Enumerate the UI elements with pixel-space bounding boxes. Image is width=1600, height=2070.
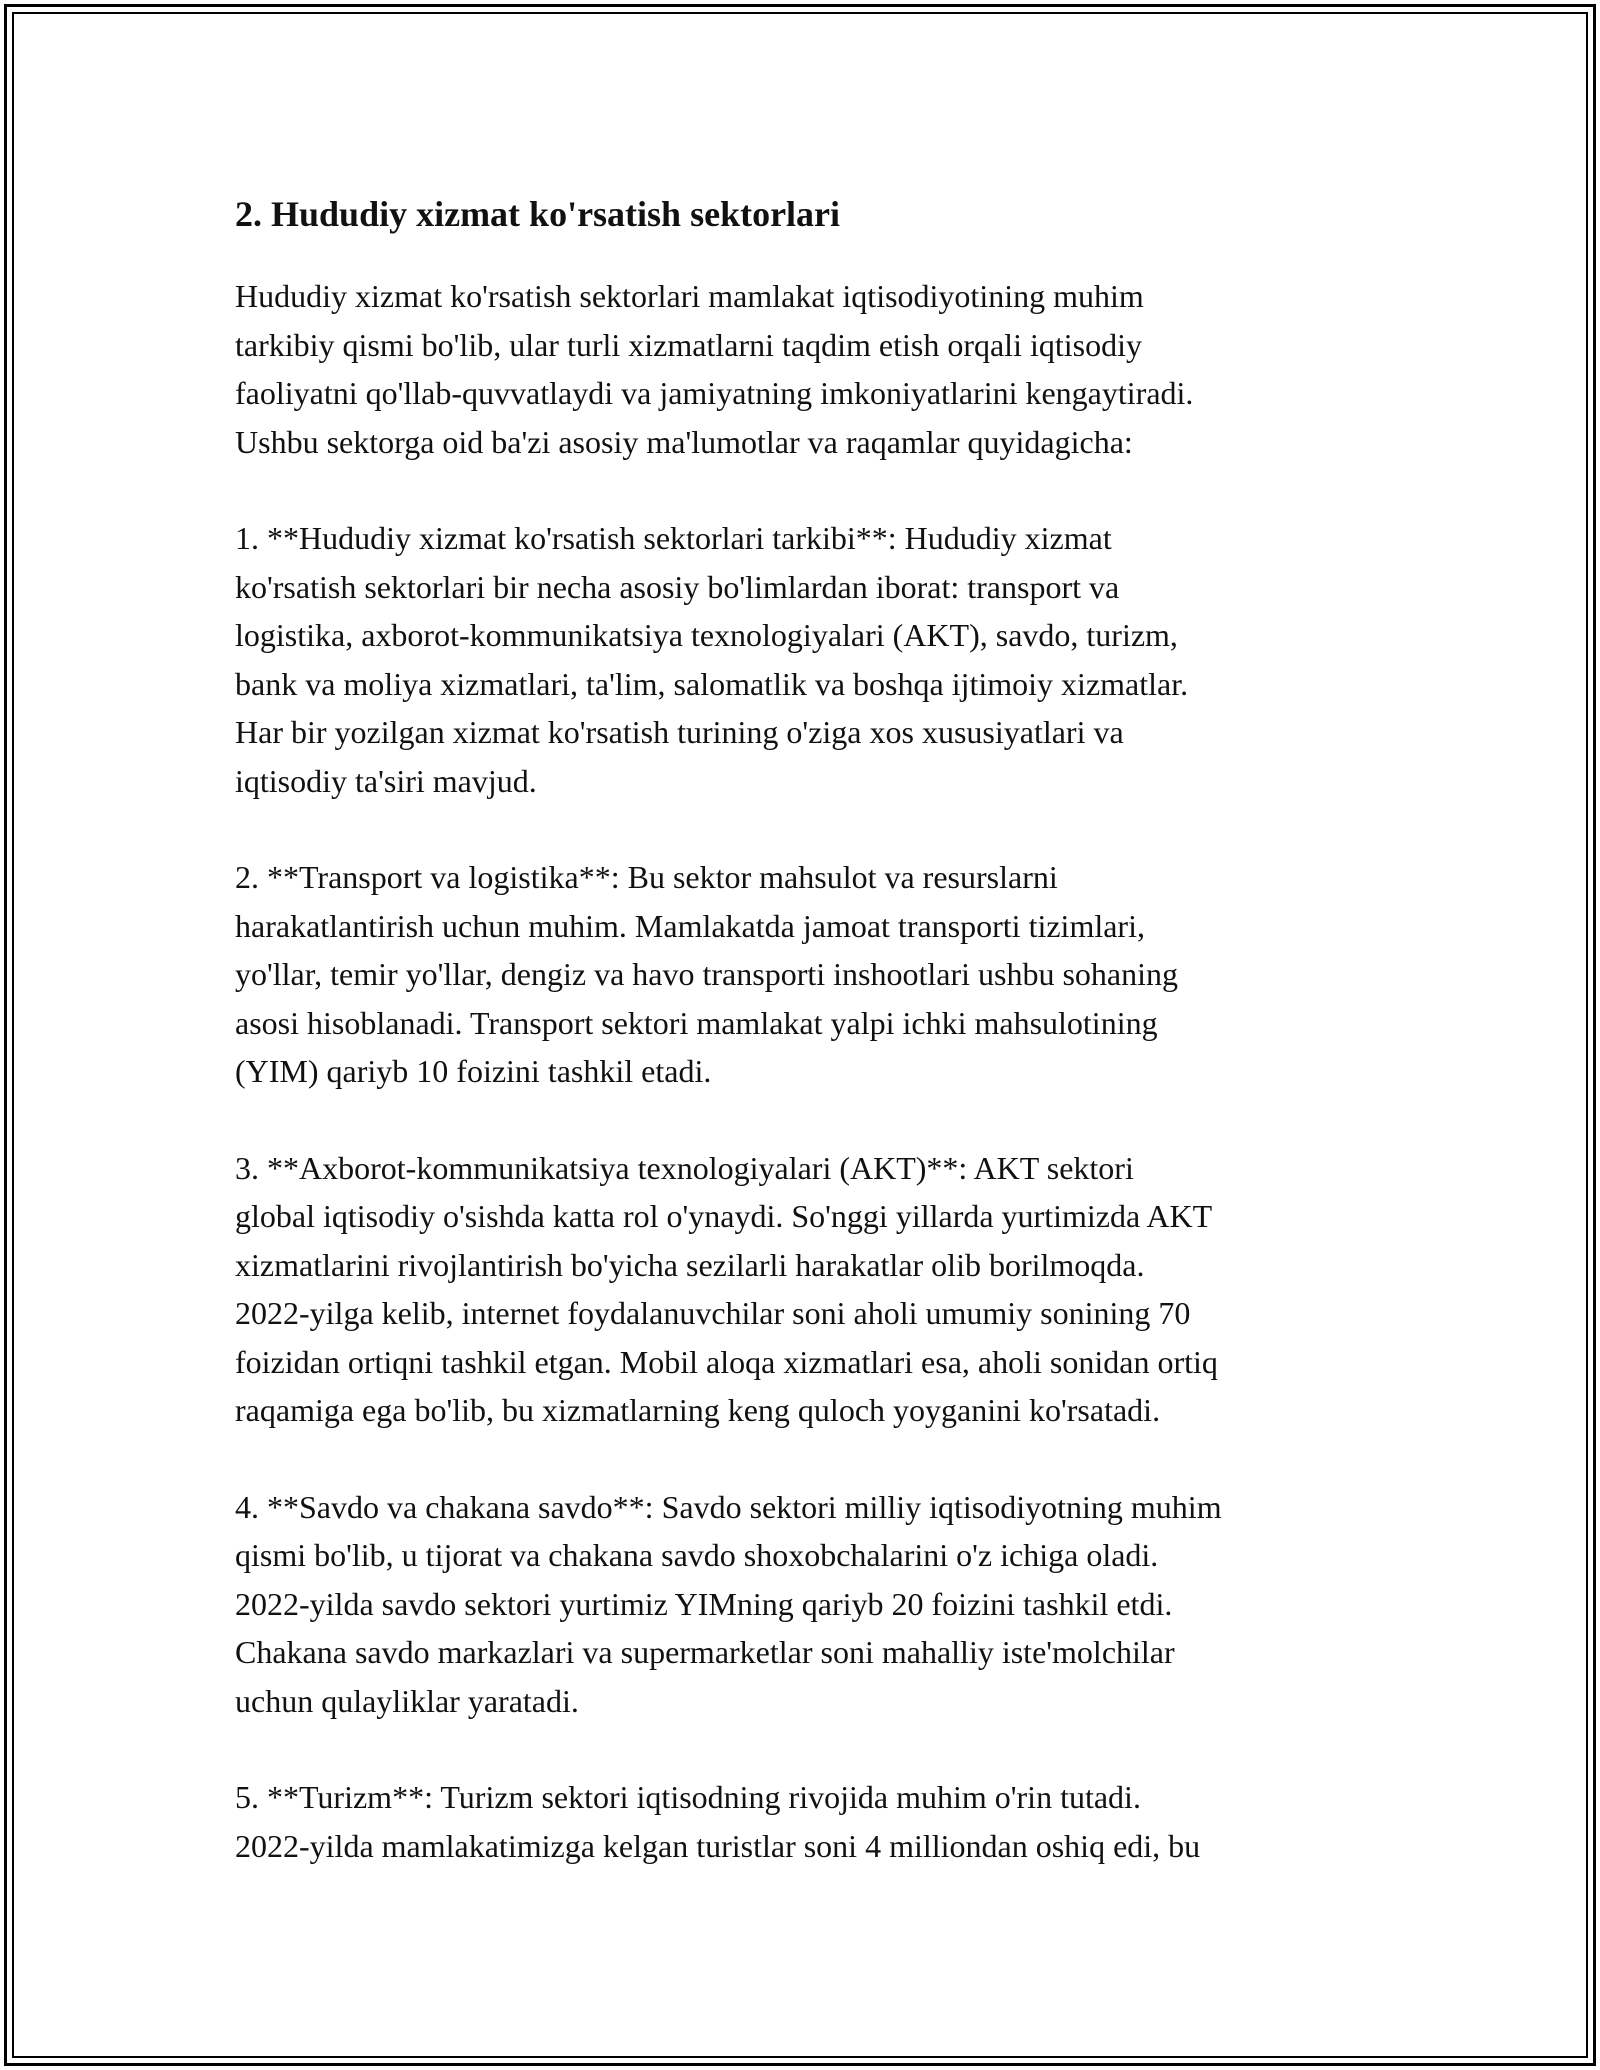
paragraph-line: 2022-yilda mamlakatimizga kelgan turistlar soni 4 milliondan oshiq edi, bu — [235, 1827, 1201, 1864]
paragraph-line: harakatlantirish uchun muhim. Mamlakatda jamoat transporti tizimlari, — [235, 907, 1145, 944]
paragraph-line: faoliyatni qo'llab-quvvatlaydi va jamiyatning imkoniyatlarini kengaytiradi. — [235, 375, 1194, 411]
paragraph-item-2 — [235, 853, 1395, 1096]
paragraph-line: 4. **Savdo va chakana savdo**: Savdo sektori milliy iqtisodiyotning muhim — [235, 1488, 1222, 1525]
paragraph-line: tarkibiy qismi bo'lib, ular turli xizmatlarni taqdim etish orqali iqtisodiy — [235, 326, 1142, 363]
paragraph-line: logistika, axborot-kommunikatsiya texnologiyalari (AKT), savdo, turizm, — [235, 617, 1178, 653]
paragraph-line: Hududiy xizmat ko'rsatish sektorlari mamlakat iqtisodiyotining muhim — [235, 278, 1144, 314]
paragraph-line: iqtisodiy ta'siri mavjud. — [235, 762, 537, 799]
paragraph-line: 2. **Transport va logistika**: Bu sektor mahsulot va resurslarni — [235, 859, 1058, 895]
paragraph-line: uchun qulayliklar yaratadi. — [235, 1682, 579, 1719]
paragraph-line: Har bir yozilgan xizmat ko'rsatish turining o'ziga xos xususiyatlari va — [235, 714, 1124, 750]
paragraph-line: Chakana savdo markazlari va supermarketlar soni mahalliy iste'molchilar — [235, 1634, 1175, 1670]
paragraph-line: yo'llar, temir yo'llar, dengiz va havo transporti inshootlari ushbu sohaning — [235, 956, 1178, 992]
paragraph-line: 5. **Turizm**: Turizm sektori iqtisodning rivojida muhim o'rin tutadi. — [235, 1779, 1141, 1815]
paragraph-line: foizidan ortiqni tashkil etgan. Mobil aloqa xizmatlari esa, aholi sonidan ortiq — [235, 1343, 1218, 1380]
paragraph-line: (YIM) qariyb 10 foizini tashkil etadi. — [235, 1053, 712, 1089]
paragraph-line: 1. **Hududiy xizmat ko'rsatish sektorlari tarkibi**: Hududiy xizmat — [235, 520, 1112, 556]
paragraph-line: bank va moliya xizmatlari, ta'lim, salomatlik va boshqa ijtimoiy xizmatlar. — [235, 665, 1189, 702]
paragraph-line: 2022-yilga kelib, internet foydalanuvchilar soni aholi umumiy sonining 70 — [235, 1295, 1191, 1331]
paragraph-item-1 — [235, 514, 1395, 805]
paragraph-line: 2022-yilda savdo sektori yurtimiz YIMning qariyb 20 foizini tashkil etdi. — [235, 1585, 1173, 1622]
paragraph-intro — [235, 272, 1395, 466]
paragraph-line: xizmatlarini rivojlantirish bo'yicha sezilarli harakatlar olib borilmoqda. — [235, 1246, 1145, 1283]
paragraph-line: raqamiga ega bo'lib, bu xizmatlarning keng quloch yoyganini ko'rsatadi. — [235, 1392, 1161, 1428]
section-heading: 2. Hududiy xizmat ko'rsatish sektorlari — [235, 194, 841, 234]
paragraph-item-4 — [235, 1483, 1395, 1726]
paragraph-line: asosi hisoblanadi. Transport sektori mamlakat yalpi ichki mahsulotining — [235, 1004, 1158, 1041]
paragraph-line: global iqtisodiy o'sishda katta rol o'ynaydi. So'nggi yillarda yurtimizda AKT — [235, 1198, 1213, 1234]
paragraph-line: 3. **Axborot-kommunikatsiya texnologiyalari (AKT)**: AKT sektori — [235, 1149, 1134, 1186]
paragraph-line: ko'rsatish sektorlari bir necha asosiy bo'limlardan iborat: transport va — [235, 568, 1120, 605]
paragraph-line: qismi bo'lib, u tijorat va chakana savdo shoxobchalarini o'z ichiga oladi. — [235, 1537, 1159, 1573]
document-body — [235, 188, 1395, 1918]
paragraph-item-3 — [235, 1144, 1395, 1435]
paragraph-item-5 — [235, 1773, 1395, 1870]
paragraph-line: Ushbu sektorga oid ba'zi asosiy ma'lumotlar va raqamlar quyidagicha: — [235, 423, 1133, 460]
